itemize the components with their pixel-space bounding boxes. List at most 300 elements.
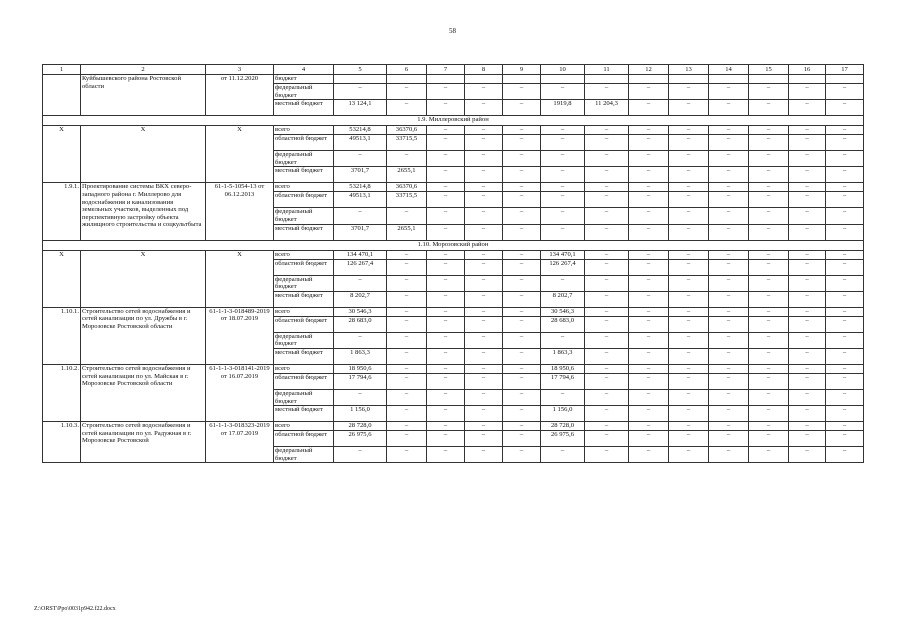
value-cell <box>503 75 541 84</box>
table-row <box>43 250 864 259</box>
value-cell: – <box>503 422 541 431</box>
value-cell: – <box>629 192 669 208</box>
budget-label: федеральный бюджет <box>274 447 334 463</box>
budget-label: областной бюджет <box>274 431 334 447</box>
value-cell: – <box>669 250 709 259</box>
value-cell: – <box>789 84 826 100</box>
section-title: 1.9. Миллеровский район <box>43 116 864 126</box>
budget-label: областной бюджет <box>274 259 334 275</box>
value-cell: – <box>749 192 789 208</box>
value-cell: – <box>826 364 864 373</box>
value-cell: 28 683,0 <box>334 316 387 332</box>
value-cell: – <box>826 224 864 240</box>
value-cell: – <box>585 192 629 208</box>
table-row <box>43 422 864 431</box>
value-cell: – <box>503 224 541 240</box>
value-cell: – <box>826 250 864 259</box>
value-cell: – <box>334 208 387 224</box>
value-cell: – <box>749 422 789 431</box>
value-cell: – <box>387 100 427 116</box>
column-header: 11 <box>585 65 629 75</box>
column-header: 14 <box>709 65 749 75</box>
value-cell: 28 728,0 <box>541 422 585 431</box>
value-cell: – <box>749 364 789 373</box>
value-cell <box>749 75 789 84</box>
column-header: 12 <box>629 65 669 75</box>
value-cell: – <box>629 364 669 373</box>
value-cell: – <box>465 373 503 389</box>
value-cell: – <box>465 100 503 116</box>
value-cell: – <box>334 275 387 291</box>
value-cell: 53214,8 <box>334 183 387 192</box>
value-cell: – <box>709 84 749 100</box>
value-cell: – <box>503 348 541 364</box>
value-cell: – <box>669 316 709 332</box>
budget-label: всего <box>274 307 334 316</box>
value-cell: – <box>503 135 541 151</box>
value-cell: – <box>465 151 503 167</box>
value-cell: – <box>826 183 864 192</box>
column-header: 10 <box>541 65 585 75</box>
column-header: 2 <box>81 65 206 75</box>
value-cell: – <box>387 291 427 307</box>
value-cell: – <box>709 389 749 405</box>
value-cell: – <box>789 307 826 316</box>
value-cell <box>629 75 669 84</box>
value-cell: – <box>465 447 503 463</box>
value-cell: – <box>427 291 465 307</box>
value-cell: – <box>541 126 585 135</box>
budget-label: всего <box>274 364 334 373</box>
value-cell: 8 202,7 <box>541 291 585 307</box>
value-cell <box>669 75 709 84</box>
item-name: Х <box>81 250 206 307</box>
value-cell: – <box>669 275 709 291</box>
value-cell: – <box>585 250 629 259</box>
value-cell: – <box>749 348 789 364</box>
value-cell: – <box>427 151 465 167</box>
item-document: 61-1-1-3-018141-2019 от 16.07.2019 <box>206 364 274 421</box>
value-cell: – <box>629 151 669 167</box>
value-cell: – <box>465 291 503 307</box>
value-cell: – <box>585 364 629 373</box>
value-cell: – <box>427 406 465 422</box>
value-cell: – <box>541 151 585 167</box>
value-cell: – <box>749 389 789 405</box>
value-cell: – <box>826 167 864 183</box>
value-cell: – <box>629 406 669 422</box>
value-cell: – <box>669 422 709 431</box>
value-cell: – <box>465 208 503 224</box>
value-cell: – <box>465 316 503 332</box>
item-document: 61-1-1-3-018323-2019 от 17.07.2019 <box>206 422 274 463</box>
value-cell: – <box>669 406 709 422</box>
value-cell: 1 156,0 <box>334 406 387 422</box>
value-cell: – <box>465 126 503 135</box>
value-cell: – <box>709 151 749 167</box>
budget-label: местный бюджет <box>274 291 334 307</box>
value-cell: – <box>789 192 826 208</box>
value-cell: – <box>427 316 465 332</box>
value-cell: 3701,7 <box>334 167 387 183</box>
value-cell: – <box>334 447 387 463</box>
value-cell: – <box>541 84 585 100</box>
budget-label: федеральный бюджет <box>274 389 334 405</box>
table-row <box>43 364 864 373</box>
value-cell: – <box>789 447 826 463</box>
value-cell: – <box>387 332 427 348</box>
value-cell: – <box>789 259 826 275</box>
budget-label: бюджет <box>274 75 334 84</box>
value-cell: – <box>465 250 503 259</box>
value-cell: – <box>709 250 749 259</box>
budget-label: федеральный бюджет <box>274 275 334 291</box>
value-cell: – <box>826 126 864 135</box>
value-cell: – <box>465 348 503 364</box>
value-cell: – <box>709 422 749 431</box>
value-cell: – <box>629 307 669 316</box>
value-cell: – <box>629 183 669 192</box>
value-cell: – <box>629 447 669 463</box>
value-cell: – <box>826 316 864 332</box>
value-cell: 33715,5 <box>387 135 427 151</box>
value-cell: 1919,8 <box>541 100 585 116</box>
item-name: Х <box>81 126 206 183</box>
value-cell: – <box>669 364 709 373</box>
value-cell: – <box>749 291 789 307</box>
value-cell: – <box>427 208 465 224</box>
value-cell: – <box>585 447 629 463</box>
value-cell: – <box>826 291 864 307</box>
value-cell: – <box>387 373 427 389</box>
section-title: 1.10. Морозовский район <box>43 240 864 250</box>
value-cell: – <box>669 100 709 116</box>
value-cell <box>334 75 387 84</box>
budget-label: областной бюджет <box>274 316 334 332</box>
value-cell: – <box>387 348 427 364</box>
value-cell: – <box>709 316 749 332</box>
value-cell: – <box>789 431 826 447</box>
value-cell: – <box>826 307 864 316</box>
value-cell: 18 950,6 <box>334 364 387 373</box>
item-number: Х <box>43 126 81 183</box>
value-cell: – <box>669 135 709 151</box>
value-cell: 28 728,0 <box>334 422 387 431</box>
value-cell: – <box>585 348 629 364</box>
value-cell: – <box>629 126 669 135</box>
value-cell: – <box>826 84 864 100</box>
value-cell: – <box>503 389 541 405</box>
item-name: Строительство сетей водоснабжения и сетей канализации по ул. Майская в г. Морозовске Ростовской области <box>81 364 206 421</box>
value-cell: – <box>427 307 465 316</box>
value-cell: – <box>629 348 669 364</box>
value-cell: – <box>541 224 585 240</box>
value-cell: – <box>749 259 789 275</box>
value-cell: – <box>387 316 427 332</box>
value-cell: – <box>789 275 826 291</box>
value-cell: – <box>826 447 864 463</box>
value-cell: – <box>669 447 709 463</box>
value-cell: – <box>503 431 541 447</box>
value-cell: – <box>585 208 629 224</box>
value-cell: 11 204,3 <box>585 100 629 116</box>
value-cell: – <box>465 192 503 208</box>
value-cell: – <box>669 167 709 183</box>
value-cell: – <box>503 151 541 167</box>
value-cell: – <box>789 208 826 224</box>
value-cell: – <box>826 406 864 422</box>
value-cell: – <box>749 224 789 240</box>
value-cell: – <box>826 151 864 167</box>
value-cell: – <box>709 100 749 116</box>
value-cell: – <box>427 224 465 240</box>
value-cell: – <box>749 208 789 224</box>
value-cell: 33715,5 <box>387 192 427 208</box>
table-row <box>43 75 864 84</box>
budget-label: местный бюджет <box>274 100 334 116</box>
item-number: 1.10.3. <box>43 422 81 463</box>
value-cell: – <box>427 275 465 291</box>
value-cell: – <box>541 192 585 208</box>
value-cell: – <box>387 151 427 167</box>
value-cell: – <box>334 84 387 100</box>
value-cell: – <box>629 332 669 348</box>
value-cell <box>427 75 465 84</box>
value-cell: – <box>709 307 749 316</box>
value-cell: – <box>826 422 864 431</box>
value-cell: – <box>629 389 669 405</box>
value-cell: – <box>789 250 826 259</box>
value-cell: – <box>585 151 629 167</box>
value-cell: – <box>749 250 789 259</box>
budget-label: федеральный бюджет <box>274 151 334 167</box>
budget-label: местный бюджет <box>274 348 334 364</box>
value-cell: – <box>789 100 826 116</box>
value-cell: – <box>465 84 503 100</box>
value-cell: – <box>669 332 709 348</box>
value-cell: – <box>789 373 826 389</box>
budget-label: областной бюджет <box>274 373 334 389</box>
budget-label: федеральный бюджет <box>274 332 334 348</box>
value-cell: – <box>749 332 789 348</box>
value-cell: – <box>465 431 503 447</box>
value-cell: – <box>826 135 864 151</box>
value-cell: – <box>629 422 669 431</box>
value-cell: – <box>629 373 669 389</box>
table-row <box>43 183 864 192</box>
column-header: 13 <box>669 65 709 75</box>
budget-label: местный бюджет <box>274 167 334 183</box>
table-body <box>43 65 864 463</box>
value-cell: – <box>465 275 503 291</box>
section-row <box>43 116 864 126</box>
value-cell: – <box>585 126 629 135</box>
value-cell: – <box>669 373 709 389</box>
value-cell: – <box>629 431 669 447</box>
value-cell: 134 470,1 <box>334 250 387 259</box>
value-cell: – <box>749 151 789 167</box>
budget-label: федеральный бюджет <box>274 208 334 224</box>
value-cell: – <box>503 364 541 373</box>
value-cell: – <box>427 373 465 389</box>
value-cell: – <box>629 100 669 116</box>
value-cell: – <box>585 84 629 100</box>
value-cell: – <box>585 224 629 240</box>
value-cell: 1 156,0 <box>541 406 585 422</box>
value-cell: – <box>749 307 789 316</box>
value-cell: – <box>789 126 826 135</box>
value-cell: 13 124,1 <box>334 100 387 116</box>
value-cell: – <box>826 192 864 208</box>
value-cell: 8 202,7 <box>334 291 387 307</box>
value-cell: – <box>709 373 749 389</box>
value-cell: – <box>709 406 749 422</box>
value-cell: – <box>629 275 669 291</box>
column-header: 8 <box>465 65 503 75</box>
item-document: Х <box>206 250 274 307</box>
value-cell: – <box>709 275 749 291</box>
value-cell: 49513,1 <box>334 192 387 208</box>
value-cell <box>789 75 826 84</box>
value-cell: – <box>387 422 427 431</box>
value-cell: 2655,1 <box>387 224 427 240</box>
value-cell: – <box>585 431 629 447</box>
value-cell: 36370,6 <box>387 183 427 192</box>
budget-label: всего <box>274 183 334 192</box>
item-document: Х <box>206 126 274 183</box>
value-cell: – <box>789 224 826 240</box>
value-cell <box>465 75 503 84</box>
value-cell: – <box>427 100 465 116</box>
value-cell: 30 546,3 <box>334 307 387 316</box>
column-header: 17 <box>826 65 864 75</box>
value-cell: – <box>465 307 503 316</box>
value-cell: – <box>503 259 541 275</box>
value-cell: – <box>541 183 585 192</box>
value-cell: – <box>789 135 826 151</box>
value-cell: – <box>427 389 465 405</box>
value-cell: 26 975,6 <box>334 431 387 447</box>
value-cell: – <box>629 259 669 275</box>
column-header: 6 <box>387 65 427 75</box>
value-cell: – <box>427 84 465 100</box>
column-header: 4 <box>274 65 334 75</box>
value-cell: – <box>826 389 864 405</box>
value-cell: – <box>669 307 709 316</box>
item-number: Х <box>43 250 81 307</box>
value-cell: – <box>465 389 503 405</box>
value-cell: – <box>585 422 629 431</box>
value-cell: – <box>585 316 629 332</box>
value-cell: – <box>427 135 465 151</box>
value-cell: – <box>503 84 541 100</box>
value-cell: – <box>427 126 465 135</box>
value-cell: – <box>709 447 749 463</box>
item-name: Проектирование системы ВКХ северо-западного района г. Миллерово для водоснабжения и канализования земельных участков, выделенных под перспективную застройку объекта жилищного строительства и соцкультбыта <box>81 183 206 240</box>
value-cell: – <box>465 167 503 183</box>
table-row <box>43 307 864 316</box>
value-cell: – <box>503 447 541 463</box>
value-cell: – <box>709 348 749 364</box>
value-cell: – <box>669 208 709 224</box>
value-cell: – <box>503 208 541 224</box>
value-cell: – <box>826 275 864 291</box>
column-header: 1 <box>43 65 81 75</box>
value-cell: – <box>465 259 503 275</box>
value-cell: – <box>427 167 465 183</box>
value-cell: – <box>709 183 749 192</box>
value-cell: – <box>669 192 709 208</box>
value-cell: – <box>826 373 864 389</box>
value-cell: – <box>585 291 629 307</box>
value-cell: – <box>749 431 789 447</box>
value-cell: – <box>669 183 709 192</box>
value-cell: – <box>503 275 541 291</box>
value-cell: – <box>465 183 503 192</box>
column-header: 9 <box>503 65 541 75</box>
value-cell: – <box>749 135 789 151</box>
value-cell: – <box>427 332 465 348</box>
column-header: 3 <box>206 65 274 75</box>
value-cell: – <box>503 167 541 183</box>
value-cell: – <box>427 364 465 373</box>
value-cell <box>826 75 864 84</box>
value-cell: 126 267,4 <box>334 259 387 275</box>
value-cell: – <box>749 126 789 135</box>
value-cell: – <box>503 291 541 307</box>
value-cell: – <box>709 364 749 373</box>
value-cell: – <box>585 406 629 422</box>
item-name: Куйбышевского района Ростовской области <box>81 75 206 116</box>
value-cell <box>541 75 585 84</box>
value-cell: – <box>709 332 749 348</box>
item-number: 1.9.1. <box>43 183 81 240</box>
column-header: 16 <box>789 65 826 75</box>
value-cell: – <box>503 183 541 192</box>
value-cell: 2655,1 <box>387 167 427 183</box>
budget-label: всего <box>274 126 334 135</box>
value-cell: 49513,1 <box>334 135 387 151</box>
budget-table <box>42 64 864 463</box>
value-cell: 18 950,6 <box>541 364 585 373</box>
section-row <box>43 240 864 250</box>
value-cell: – <box>629 316 669 332</box>
value-cell: – <box>503 100 541 116</box>
value-cell: – <box>465 224 503 240</box>
value-cell: – <box>789 291 826 307</box>
value-cell: – <box>585 183 629 192</box>
item-number: 1.10.1. <box>43 307 81 364</box>
value-cell: – <box>709 259 749 275</box>
value-cell: – <box>427 348 465 364</box>
value-cell: 26 975,6 <box>541 431 585 447</box>
value-cell: – <box>826 431 864 447</box>
value-cell <box>709 75 749 84</box>
value-cell: – <box>465 332 503 348</box>
value-cell: 3701,7 <box>334 224 387 240</box>
value-cell: – <box>709 208 749 224</box>
value-cell: – <box>709 431 749 447</box>
value-cell: – <box>541 135 585 151</box>
value-cell: 17 794,6 <box>541 373 585 389</box>
value-cell: – <box>465 135 503 151</box>
value-cell: – <box>427 259 465 275</box>
item-number <box>43 75 81 116</box>
value-cell: – <box>629 208 669 224</box>
value-cell: – <box>669 431 709 447</box>
budget-label: областной бюджет <box>274 192 334 208</box>
value-cell: – <box>387 431 427 447</box>
